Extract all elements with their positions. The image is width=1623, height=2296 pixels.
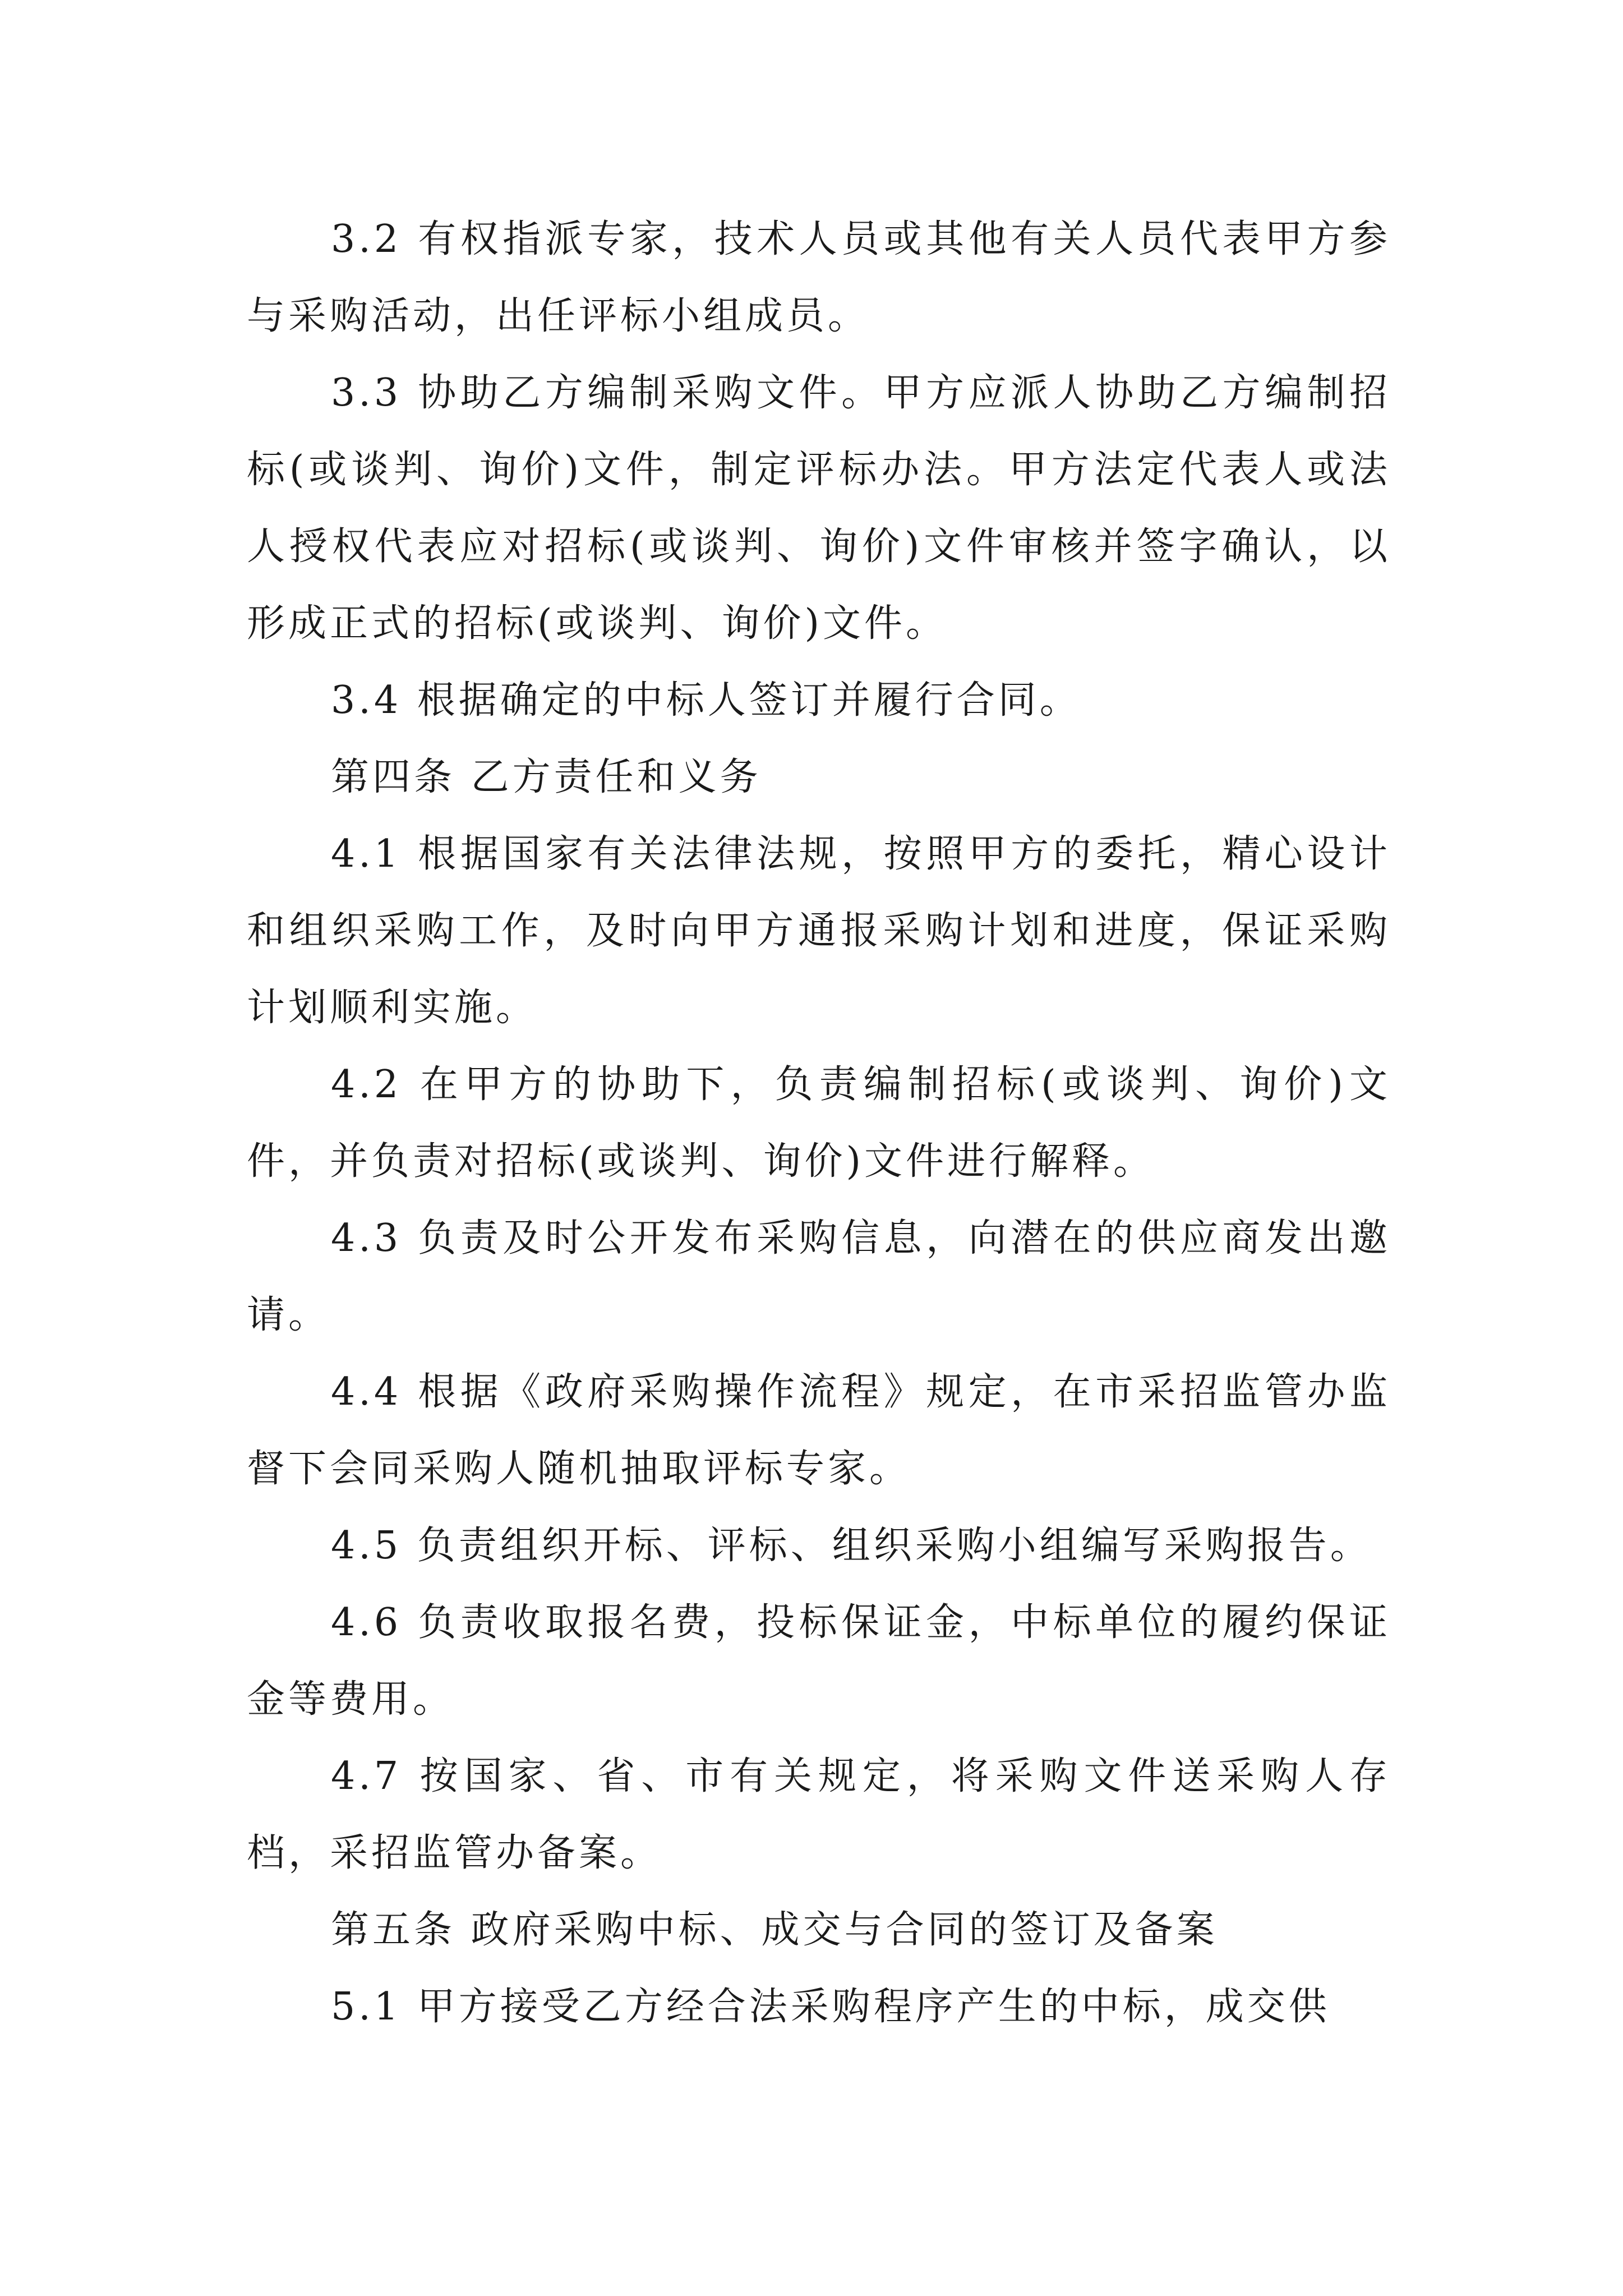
clause-4-7: 4.7 按国家、省、市有关规定，将采购文件送采购人存档，采招监管办备案。 (247, 1754, 1391, 1875)
clause-4-1: 4.1 根据国家有关法律法规，按照甲方的委托，精心设计和组织采购工作，及时向甲方通报采购计划和进度，保证采购计划顺利实施。 (247, 832, 1391, 1030)
clause-4-3: 4.3 负责及时公开发布采购信息，向潜在的供应商发出邀请。 (247, 1216, 1391, 1337)
document-body (247, 201, 1391, 2045)
clause-4-5: 4.5 负责组织开标、评标、组织采购小组编写采购报告。 (331, 1524, 1372, 1568)
clause-3-4: 3.4 根据确定的中标人签订并履行合同。 (331, 678, 1081, 723)
clause-4-2: 4.2 在甲方的协助下，负责编制招标(或谈判、询价)文件，并负责对招标(或谈判、询价)文件进行解释。 (247, 1062, 1391, 1184)
clause-4-6: 4.6 负责收取报名费，投标保证金，中标单位的履约保证金等费用。 (247, 1600, 1391, 1722)
clause-5-1: 5.1 甲方接受乙方经合法采购程序产生的中标，成交供 (331, 1985, 1330, 2029)
article-4-heading: 第四条 乙方责任和义务 (331, 755, 762, 799)
article-5-heading: 第五条 政府采购中标、成交与合同的签订及备案 (331, 1908, 1218, 1952)
clause-3-3: 3.3 协助乙方编制采购文件。甲方应派人协助乙方编制招标(或谈判、询价)文件，制定评标办法。甲方法定代表人或法人授权代表应对招标(或谈判、询价)文件审核并签字确认，以形成正式的招标(或谈判、询价)文件。 (247, 371, 1391, 646)
clause-3-2: 3.2 有权指派专家，技术人员或其他有关人员代表甲方参与采购活动，出任评标小组成员。 (247, 217, 1391, 338)
clause-4-4: 4.4 根据《政府采购操作流程》规定，在市采招监管办监督下会同采购人随机抽取评标专家。 (247, 1370, 1391, 1491)
